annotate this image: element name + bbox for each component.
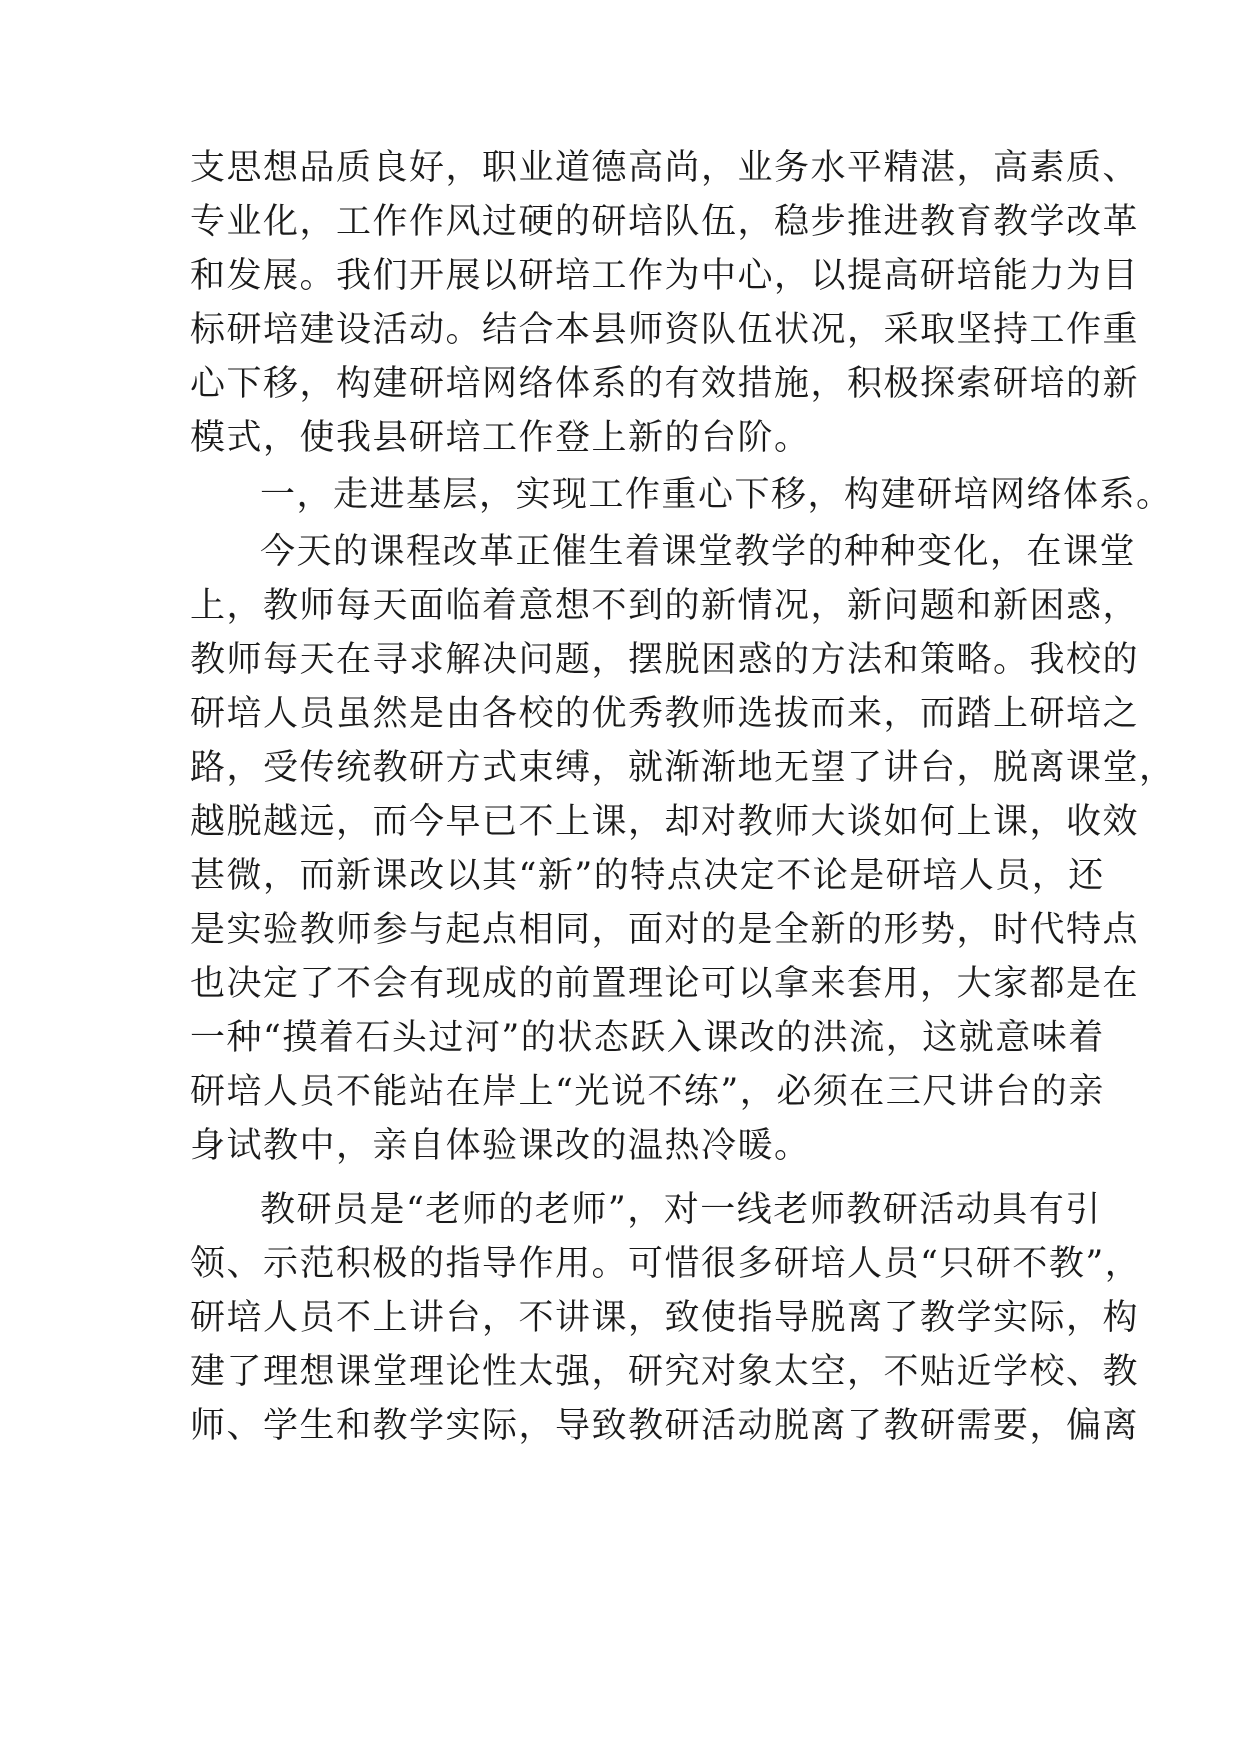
section-heading: 一，走进基层，实现工作重心下移，构建研培网络体系。 bbox=[260, 475, 1173, 515]
text-line: 研培人员虽然是由各校的优秀教师选拔而来，而踏上研培之 bbox=[190, 694, 1140, 734]
text-line: 是实验教师参与起点相同，面对的是全新的形势，时代特点 bbox=[190, 910, 1140, 950]
text-line: 教师每天在寻求解决问题，摆脱困惑的方法和策略。我校的 bbox=[190, 640, 1140, 680]
text-line: 身试教中，亲自体验课改的温热冷暖。 bbox=[190, 1126, 811, 1166]
text-line: 一种“摸着石头过河”的状态跃入课改的洪流，这就意味着 bbox=[190, 1018, 1105, 1058]
text-line: 研培人员不能站在岸上“光说不练”，必须在三尺讲台的亲 bbox=[190, 1072, 1105, 1112]
text-line: 和发展。我们开展以研培工作为中心，以提高研培能力为目 bbox=[190, 256, 1140, 296]
text-line: 教研员是“老师的老师”，对一线老师教研活动具有引 bbox=[260, 1190, 1102, 1230]
text-line: 心下移，构建研培网络体系的有效措施，积极探索研培的新 bbox=[190, 364, 1140, 404]
text-line: 上，教师每天面临着意想不到的新情况，新问题和新困惑， bbox=[190, 586, 1140, 626]
text-line: 专业化，工作作风过硬的研培队伍，稳步推进教育教学改革 bbox=[190, 202, 1140, 242]
text-line: 越脱越远，而今早已不上课，却对教师大谈如何上课，收效 bbox=[190, 802, 1140, 842]
text-line: 师、学生和教学实际，导致教研活动脱离了教研需要，偏离 bbox=[190, 1406, 1140, 1446]
text-line: 路，受传统教研方式束缚，就渐渐地无望了讲台，脱离课堂， bbox=[190, 748, 1176, 788]
text-line: 标研培建设活动。结合本县师资队伍状况，采取坚持工作重 bbox=[190, 310, 1140, 350]
text-line: 领、示范积极的指导作用。可惜很多研培人员“只研不教”， bbox=[190, 1244, 1142, 1284]
text-line: 也决定了不会有现成的前置理论可以拿来套用，大家都是在 bbox=[190, 964, 1140, 1004]
text-line: 模式，使我县研培工作登上新的台阶。 bbox=[190, 418, 811, 458]
text-line: 今天的课程改革正催生着课堂教学的种种变化，在课堂 bbox=[260, 532, 1137, 572]
text-line: 支思想品质良好，职业道德高尚，业务水平精湛，高素质、 bbox=[190, 148, 1140, 188]
text-line: 研培人员不上讲台，不讲课，致使指导脱离了教学实际，构 bbox=[190, 1298, 1140, 1338]
text-line: 甚微，而新课改以其“新”的特点决定不论是研培人员，还 bbox=[190, 856, 1105, 896]
text-line: 建了理想课堂理论性太强，研究对象太空，不贴近学校、教 bbox=[190, 1352, 1140, 1392]
